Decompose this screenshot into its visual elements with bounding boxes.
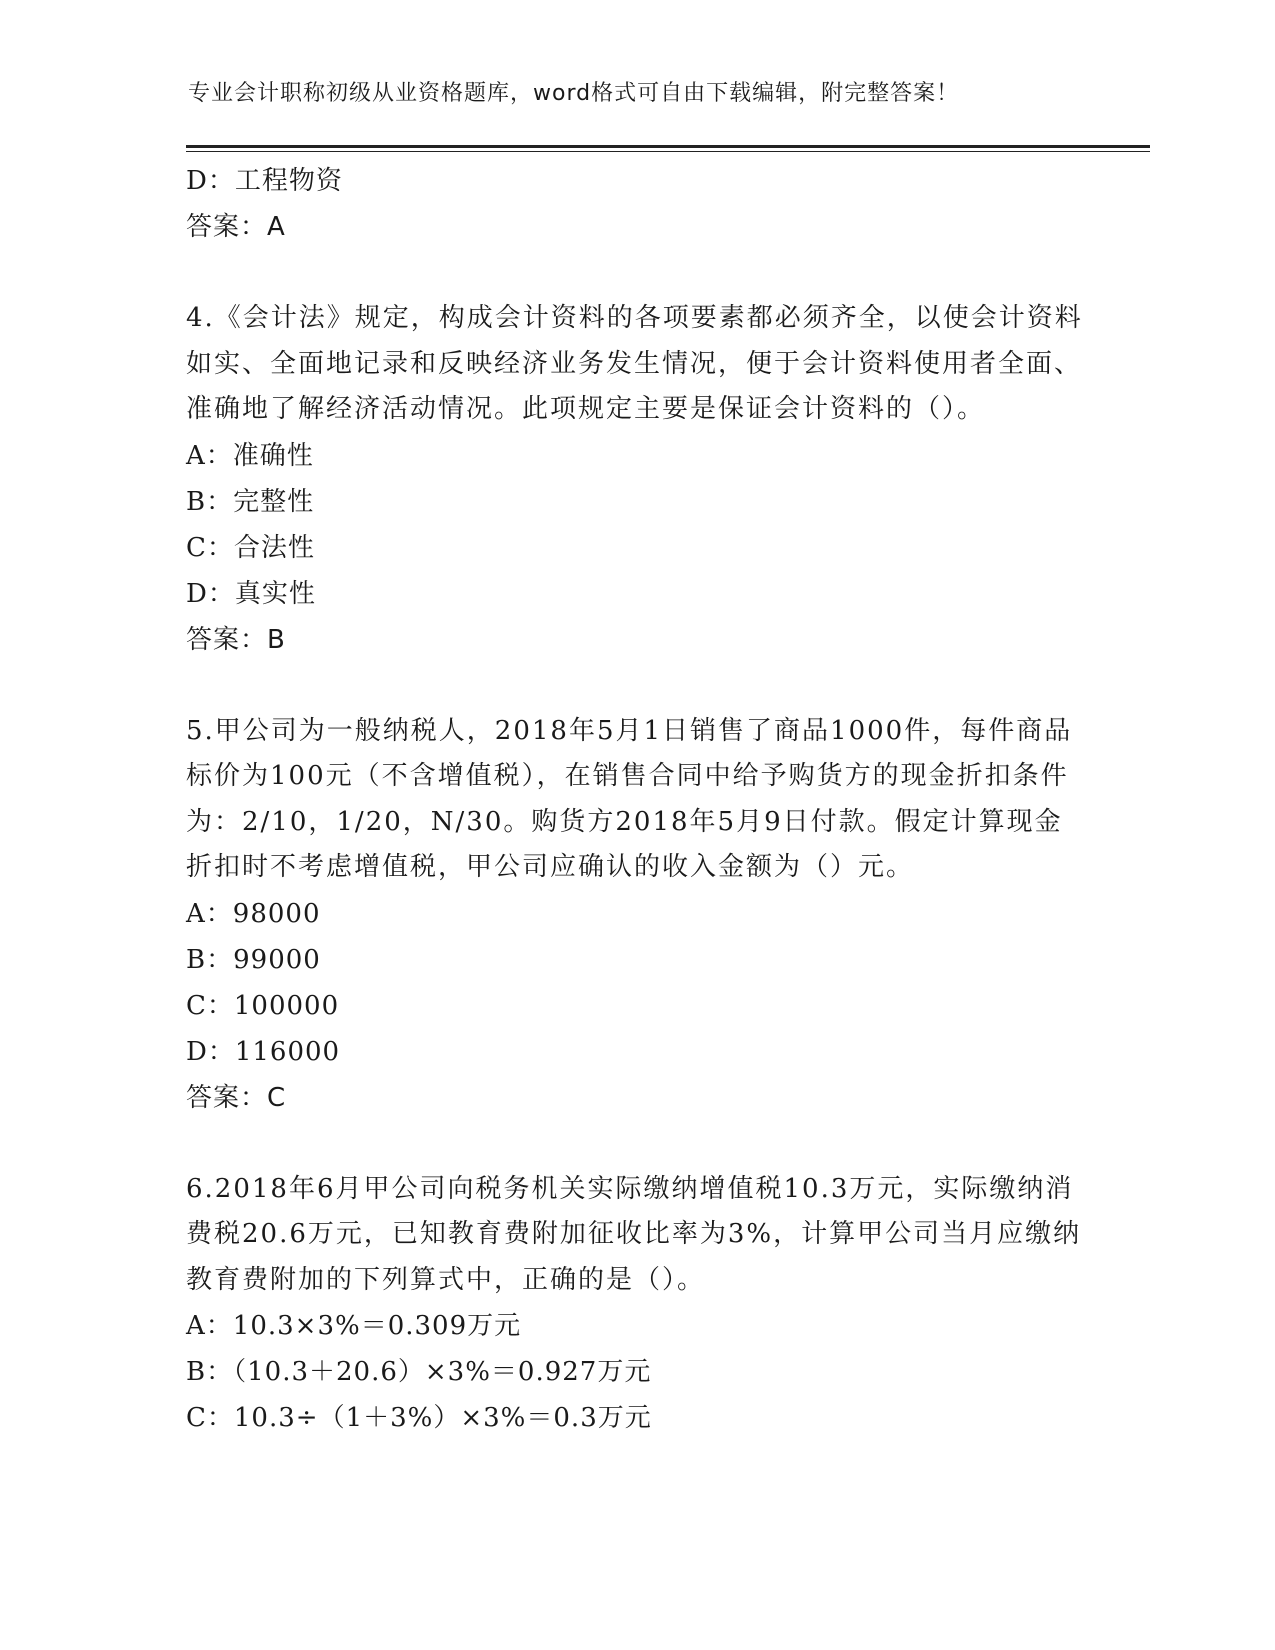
question-6-option-a: A：10.3×3%＝0.309万元 <box>186 1311 522 1341</box>
question-4-option-c: C：合法性 <box>186 532 315 563</box>
question-6-option-b: B：（10.3＋20.6）×3%＝0.927万元 <box>186 1357 652 1387</box>
question-5-option-a: A：98000 <box>186 898 321 929</box>
question-4-option-d: D：真实性 <box>186 578 316 609</box>
question-6-option-c: C：10.3÷（1＋3%）×3%＝0.3万元 <box>186 1403 652 1433</box>
question-4-option-b: B：完整性 <box>186 486 315 517</box>
header-rule-thin <box>186 151 1150 152</box>
question-5-answer: 答案：C <box>186 1082 287 1113</box>
prev-answer: 答案：A <box>186 212 286 242</box>
question-5-stem: 5.甲公司为一般纳税人，2018年5月1日销售了商品1000件，每件商品标价为100元（不含增值税），在销售合同中给予购货方的现金折扣条件为：2/10，1/20，N/30。购货方2018年5月9日付款。假定计算现金折扣时不考虑增值税，甲公司应确认的收入金额为（）元。 <box>186 715 1073 882</box>
question-4-answer: 答案：B <box>186 624 286 655</box>
question-6 <box>186 1167 1086 1442</box>
spacer <box>186 250 1086 296</box>
question-4-option-a: A：准确性 <box>186 440 314 471</box>
page-header: 专业会计职称初级从业资格题库，word格式可自由下载编辑，附完整答案！ <box>188 81 960 106</box>
question-6-stem: 6.2018年6月甲公司向税务机关实际缴纳增值税10.3万元，实际缴纳消费税20.6万元，已知教育费附加征收比率为3%，计算甲公司当月应缴纳教育费附加的下列算式中，正确的是（）。 <box>186 1173 1082 1295</box>
spacer <box>186 1121 1086 1167</box>
question-5 <box>186 709 1086 1121</box>
question-content <box>186 158 1086 1441</box>
question-5-option-b: B：99000 <box>186 944 321 975</box>
question-5-option-d: D：116000 <box>186 1036 341 1067</box>
question-5-option-c: C：100000 <box>186 990 340 1021</box>
header-rule-thick <box>186 145 1150 148</box>
question-4-stem: 4.《会计法》规定，构成会计资料的各项要素都必须齐全，以使会计资料如实、全面地记录和反映经济业务发生情况，便于会计资料使用者全面、准确地了解经济活动情况。此项规定主要是保证会计资料的（）。 <box>186 303 1083 424</box>
spacer <box>186 663 1086 709</box>
question-4 <box>186 296 1086 663</box>
prev-option-d: D：工程物资 <box>186 166 343 196</box>
